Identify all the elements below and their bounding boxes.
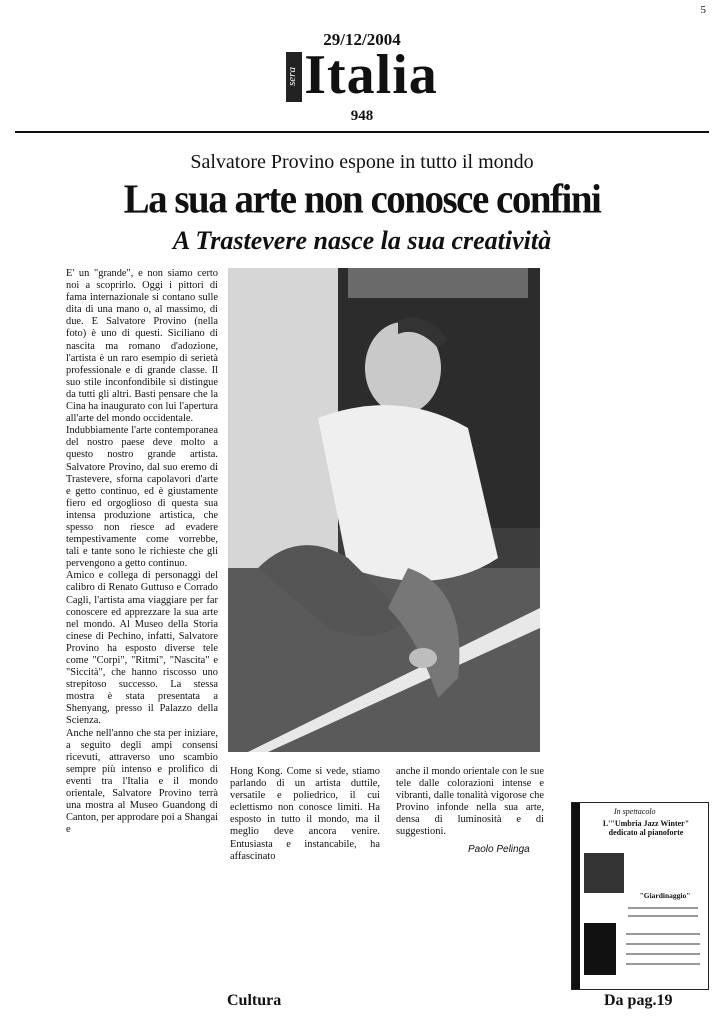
paragraph: anche il mondo orientale con le sue tele dalle colorazioni intense e vibranti, dalle tonalità vigorose che Provino infonde nella sua arte, densa di luminosità e di suggestioni.	[396, 766, 544, 838]
publication-date: 29/12/2004	[323, 30, 401, 49]
article-column-2	[230, 766, 380, 863]
article-column-3	[396, 766, 544, 839]
thumbnail-headline: L'"Umbria Jazz Winter" dedicato al pianoforte	[602, 819, 690, 837]
thumbnail-photo	[584, 923, 616, 975]
thumbnail-text-line	[626, 963, 700, 965]
section-label: Cultura	[227, 992, 282, 1009]
header-rule	[15, 131, 709, 133]
paragraph: Hong Kong. Come si vede, stiamo parlando di un artista duttile, versatile e poliedrico, il cui eclettismo non conosce limiti. Ha esposto in tutto il mondo, ma il meglio deve ancora venire. Entusiasta e instancabile, ha affascinato	[230, 766, 380, 862]
paragraph: Anche nell'anno che sta per iniziare, a seguito degli ampi consensi ricevuti, attraverso uno scambio sempre più intenso e prolifico di eventi tra l'Italia e il mondo orientale, Salvatore Provino terrà una mostra al Museo Guandong di Canton, per approdare poi a Shangai e	[66, 727, 218, 836]
article-subhead: A Trastevere nasce la sua creatività	[172, 226, 552, 255]
thumbnail-edge	[572, 803, 580, 989]
related-page-thumbnail	[571, 802, 709, 990]
paragraph: Amico e collega di personaggi del calibro di Renato Guttuso e Corrado Cagli, l'artista ama viaggiare per far conoscere ed apprezzare la sua arte nel mondo. Al Museo della Storia cinese di Pechino, infatti, Salvatore Provino ha esposto diverse tele come "Corpi", "Ritmi", "Nascita" e "Siccità", che hanno riscosso uno strepitoso successo. La stessa mostra è stata presentata a Shenyang, presso il Palazzo della Scienza.	[66, 570, 218, 727]
thumbnail-text-line	[626, 933, 700, 935]
thumbnail-section-tag: In spettacolo	[614, 807, 656, 816]
paragraph: E' un "grande", e non siamo certo noi a scoprirlo. Oggi i pittori di fama internazionale si contano sulle dita di una mano o, al massimo, di due. E Salvatore Provino (nella foto) è uno di questi. Siciliano di nascita ma romano d'adozione, l'artista è un raro esempio di serietà professionale e di grande classe. Il suo stile inconfondibile si distingue da tutti gli altri. Basti pensare che la Cina ha inaugurato con lui l'apertura all'arte del mondo occidentale.	[66, 268, 218, 425]
thumbnail-subheadline: "Giardinaggio"	[639, 891, 691, 900]
masthead	[0, 44, 724, 107]
article-kicker: Salvatore Provino espone in tutto il mondo	[190, 151, 534, 173]
article-headline: La sua arte non conosce confini	[123, 176, 601, 223]
byline: Paolo Pelinga	[468, 844, 530, 855]
page-number: 5	[700, 4, 706, 16]
continued-from-label: Da pag.19	[604, 992, 673, 1009]
artist-photo	[228, 268, 540, 752]
masthead-mark: sera	[286, 52, 302, 102]
masthead-title: Italia	[304, 44, 438, 106]
thumbnail-photo	[584, 853, 624, 893]
thumbnail-text-line	[626, 943, 700, 945]
issue-number: 948	[350, 108, 374, 124]
paragraph: Indubbiamente l'arte contemporanea del nostro paese deve molto a questo nostro grande artista. Salvatore Provino, dal suo eremo di Trastevere, sforna capolavori d'arte e getto continuo, ed è giustamente fiero ed orgoglioso di questa sua intensa produzione artistica, che spesso non riesce ad evadere tempestivamente come vorrebbe, tali e tante sono le richieste che gli pervengono a getto continuo.	[66, 425, 218, 570]
thumbnail-text-line	[628, 907, 698, 909]
article-column-1	[66, 268, 218, 836]
thumbnail-text-line	[628, 915, 698, 917]
thumbnail-text-line	[626, 953, 700, 955]
